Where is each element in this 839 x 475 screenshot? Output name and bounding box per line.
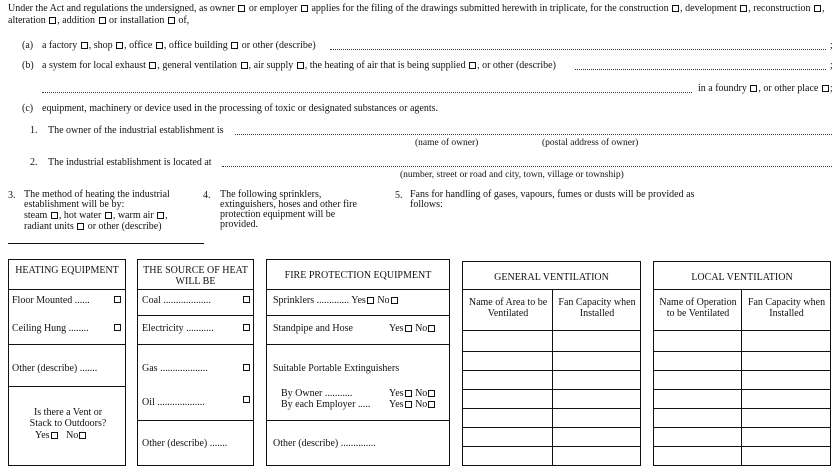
item-3-text: , hot water: [58, 210, 102, 221]
owner-name-caption: (name of owner): [415, 138, 479, 148]
vent-no-label: No: [66, 430, 79, 441]
item-b-mark: (b): [22, 60, 34, 71]
general-col-area: Name of Area to be Ventilated: [468, 297, 548, 319]
sprinklers-no-checkbox[interactable]: [391, 297, 398, 304]
item-text: , the heating of air that is being supplied: [304, 60, 466, 71]
gas-row: Gas ...................: [142, 363, 208, 374]
sprinklers-yes-checkbox[interactable]: [367, 297, 374, 304]
reconstruction-checkbox[interactable]: [814, 5, 821, 12]
intro-text: or employer: [248, 3, 298, 14]
floor-mounted-row: Floor Mounted ......: [12, 295, 90, 306]
item-b-line-2: [698, 83, 833, 94]
vent-yes-label: Yes: [35, 430, 50, 441]
gas-label: Gas: [142, 363, 158, 374]
item-3-text: ,: [165, 210, 168, 221]
oil-row: Oil ...................: [142, 397, 205, 408]
intro-line-1: [8, 3, 824, 14]
electricity-checkbox[interactable]: [243, 324, 250, 331]
floor-mounted-label: Floor Mounted: [12, 295, 73, 306]
sprinklers-row: Sprinklers ............. Yes No: [273, 295, 399, 306]
local-col-capacity: Fan Capacity when Installed: [747, 297, 826, 319]
coal-label: Coal: [142, 295, 161, 306]
intro-text: of,: [178, 15, 190, 26]
coal-checkbox[interactable]: [243, 296, 250, 303]
source-other-label: Other (describe): [142, 438, 208, 449]
item-text: , shop: [88, 40, 113, 51]
ceiling-hung-label: Ceiling Hung: [12, 323, 67, 334]
fire-other-label: Other (describe): [273, 438, 339, 449]
general-header: GENERAL VENTILATION: [494, 272, 609, 283]
air-heating-checkbox[interactable]: [469, 62, 476, 69]
fire-protection-box: [266, 259, 450, 466]
item-2-mark: 2.: [30, 157, 38, 168]
item-1-text: The owner of the industrial establishment is: [48, 125, 224, 136]
item-5-line: Fans for handling of gases, vapours, fumes or dusts will be provided as: [410, 189, 695, 200]
item-a-mark: (a): [22, 40, 34, 51]
item-2-text: The industrial establishment is located at: [48, 157, 212, 168]
electricity-row: Electricity ...........: [142, 323, 214, 334]
ceiling-hung-row: Ceiling Hung ........: [12, 323, 89, 334]
standpipe-answers: [389, 323, 436, 334]
item-3-line: establishment will be by:: [24, 199, 125, 210]
addition-checkbox[interactable]: [99, 17, 106, 24]
standpipe-yes-checkbox[interactable]: [405, 325, 412, 332]
by-employer-row: By each Employer .....: [281, 399, 371, 410]
general-ventilation-checkbox[interactable]: [241, 62, 248, 69]
development-checkbox[interactable]: [740, 5, 747, 12]
shop-checkbox[interactable]: [116, 42, 123, 49]
by-employer-label: By each Employer: [281, 399, 356, 410]
sprinklers-yes-label: Yes: [351, 295, 366, 306]
foundry-checkbox[interactable]: [750, 85, 757, 92]
item-3-line-4: [24, 221, 162, 232]
item-4-line: protection equipment will be: [220, 209, 336, 220]
item-4-mark: 4.: [203, 190, 211, 201]
standpipe-yes-label: Yes: [389, 323, 404, 334]
by-employer-answers: [389, 399, 436, 410]
by-owner-row: By Owner ...........: [281, 388, 353, 399]
item-text: , general ventilation: [157, 60, 238, 71]
office-building-checkbox[interactable]: [231, 42, 238, 49]
item-c-mark: (c): [22, 103, 34, 114]
by-owner-label: By Owner: [281, 388, 323, 399]
local-col-operation: Name of Operation to be Ventilated: [659, 297, 737, 319]
by-employer-no-checkbox[interactable]: [428, 401, 435, 408]
item-b: [42, 60, 556, 71]
item-4-line: provided.: [220, 219, 259, 230]
item-1-mark: 1.: [30, 125, 38, 136]
fire-other-row: Other (describe) ..............: [273, 438, 376, 449]
other-place-checkbox[interactable]: [822, 85, 829, 92]
warm-air-checkbox[interactable]: [157, 212, 164, 219]
item-5-line: follows:: [410, 199, 443, 210]
item-text: a system for local exhaust: [42, 60, 146, 71]
source-header: THE SOURCE OF HEAT WILL BE: [143, 265, 248, 287]
office-checkbox[interactable]: [156, 42, 163, 49]
installation-checkbox[interactable]: [168, 17, 175, 24]
item-3-text: or other (describe): [87, 221, 162, 232]
alteration-checkbox[interactable]: [49, 17, 56, 24]
item-text: , or other (describe): [477, 60, 556, 71]
item-5-mark: 5.: [395, 190, 403, 201]
local-ventilation-box: [653, 261, 831, 466]
by-employer-yes-label: Yes: [389, 399, 404, 410]
portable-extinguishers-label: Suitable Portable Extinguishers: [273, 363, 400, 374]
item-a: [42, 40, 316, 51]
item-a-end: ;: [830, 40, 833, 51]
standpipe-no-checkbox[interactable]: [428, 325, 435, 332]
item-3: [24, 190, 170, 210]
intro-text: , reconstruction: [748, 3, 811, 14]
item-3-line-3: [24, 210, 168, 221]
vent-answers: [35, 430, 87, 441]
intro-text: ,: [821, 3, 825, 14]
item-4-line: extinguishers, hoses and other fire: [220, 199, 357, 210]
item-b-continued-field[interactable]: [42, 92, 692, 93]
source-other-row: Other (describe) .......: [142, 438, 228, 449]
item-5: [410, 190, 694, 210]
coal-row: Coal ...................: [142, 295, 211, 306]
item-text: , office: [124, 40, 153, 51]
heating-equipment-box: [8, 259, 126, 466]
intro-text: applies for the filing of the drawings submitted herewith in triplicate, for the construction: [311, 3, 669, 14]
gas-checkbox[interactable]: [243, 364, 250, 371]
local-exhaust-checkbox[interactable]: [149, 62, 156, 69]
item-b-describe-field[interactable]: [575, 69, 826, 70]
item-text: a factory: [42, 40, 78, 51]
electricity-label: Electricity: [142, 323, 184, 334]
item-3-text: , warm air: [112, 210, 154, 221]
steam-checkbox[interactable]: [51, 212, 58, 219]
by-owner-yes-checkbox[interactable]: [405, 390, 412, 397]
item-text: or other (describe): [241, 40, 316, 51]
item-text: in a foundry: [698, 83, 747, 94]
standpipe-label: Standpipe and Hose: [273, 323, 353, 334]
fire-header: FIRE PROTECTION EQUIPMENT: [284, 270, 432, 281]
item-text: , office building: [163, 40, 228, 51]
item-4: [220, 190, 357, 230]
intro-text: or installation: [109, 15, 165, 26]
radiant-units-checkbox[interactable]: [77, 223, 84, 230]
by-employer-yes-checkbox[interactable]: [405, 401, 412, 408]
standpipe-no-label: No: [415, 323, 428, 334]
sprinklers-label: Sprinklers: [273, 295, 315, 306]
intro-text: Under the Act and regulations the undersigned, as owner: [8, 3, 235, 14]
vent-question: Is there a Vent or Stack to Outdoors?: [29, 407, 107, 429]
item-text: , or other place: [758, 83, 819, 94]
floor-mounted-checkbox[interactable]: [114, 296, 121, 303]
vent-no-checkbox[interactable]: [79, 432, 86, 439]
heating-other-label: Other (describe): [12, 363, 78, 374]
heating-describe-line[interactable]: [8, 243, 204, 244]
owner-address-caption: (postal address of owner): [542, 138, 639, 148]
owner-checkbox[interactable]: [238, 5, 245, 12]
item-4-line: The following sprinklers,: [220, 189, 322, 200]
owner-name-field[interactable]: [235, 134, 832, 135]
establishment-location-field[interactable]: [222, 166, 832, 167]
oil-checkbox[interactable]: [243, 396, 250, 403]
item-a-describe-field[interactable]: [330, 49, 826, 50]
item-3-line: The method of heating the industrial: [24, 189, 170, 200]
general-ventilation-box: [462, 261, 641, 466]
item-3-text: steam: [24, 210, 48, 221]
hot-water-checkbox[interactable]: [105, 212, 112, 219]
heat-source-box: [137, 259, 254, 466]
intro-text: , addition: [57, 15, 96, 26]
intro-text: alteration: [8, 15, 46, 26]
item-text: , air supply: [248, 60, 294, 71]
item-b-end: ;: [830, 60, 833, 71]
sprinklers-no-label: No: [377, 295, 390, 306]
standpipe-row: [273, 323, 353, 334]
by-owner-no-checkbox[interactable]: [428, 390, 435, 397]
ceiling-hung-checkbox[interactable]: [114, 324, 121, 331]
by-owner-yes-label: Yes: [389, 388, 404, 399]
item-c-text: equipment, machinery or device used in the processing of toxic or designated substances or agents.: [42, 103, 438, 114]
air-supply-checkbox[interactable]: [297, 62, 304, 69]
by-owner-no-label: No: [415, 388, 428, 399]
oil-label: Oil: [142, 397, 155, 408]
intro-line-2: [8, 15, 189, 26]
location-caption: (number, street or road and city, town, village or township): [400, 170, 624, 180]
by-employer-no-label: No: [415, 399, 428, 410]
item-text: ;: [829, 83, 833, 94]
general-col-capacity: Fan Capacity when Installed: [558, 297, 636, 319]
factory-checkbox[interactable]: [81, 42, 88, 49]
item-3-mark: 3.: [8, 190, 16, 201]
employer-checkbox[interactable]: [301, 5, 308, 12]
item-3-text: radiant units: [24, 221, 74, 232]
heating-other-row: Other (describe) .......: [12, 363, 98, 374]
by-owner-answers: [389, 388, 436, 399]
local-header: LOCAL VENTILATION: [691, 272, 793, 283]
intro-text: , development: [680, 3, 737, 14]
heating-header: HEATING EQUIPMENT: [15, 265, 119, 276]
vent-yes-checkbox[interactable]: [51, 432, 58, 439]
construction-checkbox[interactable]: [672, 5, 679, 12]
